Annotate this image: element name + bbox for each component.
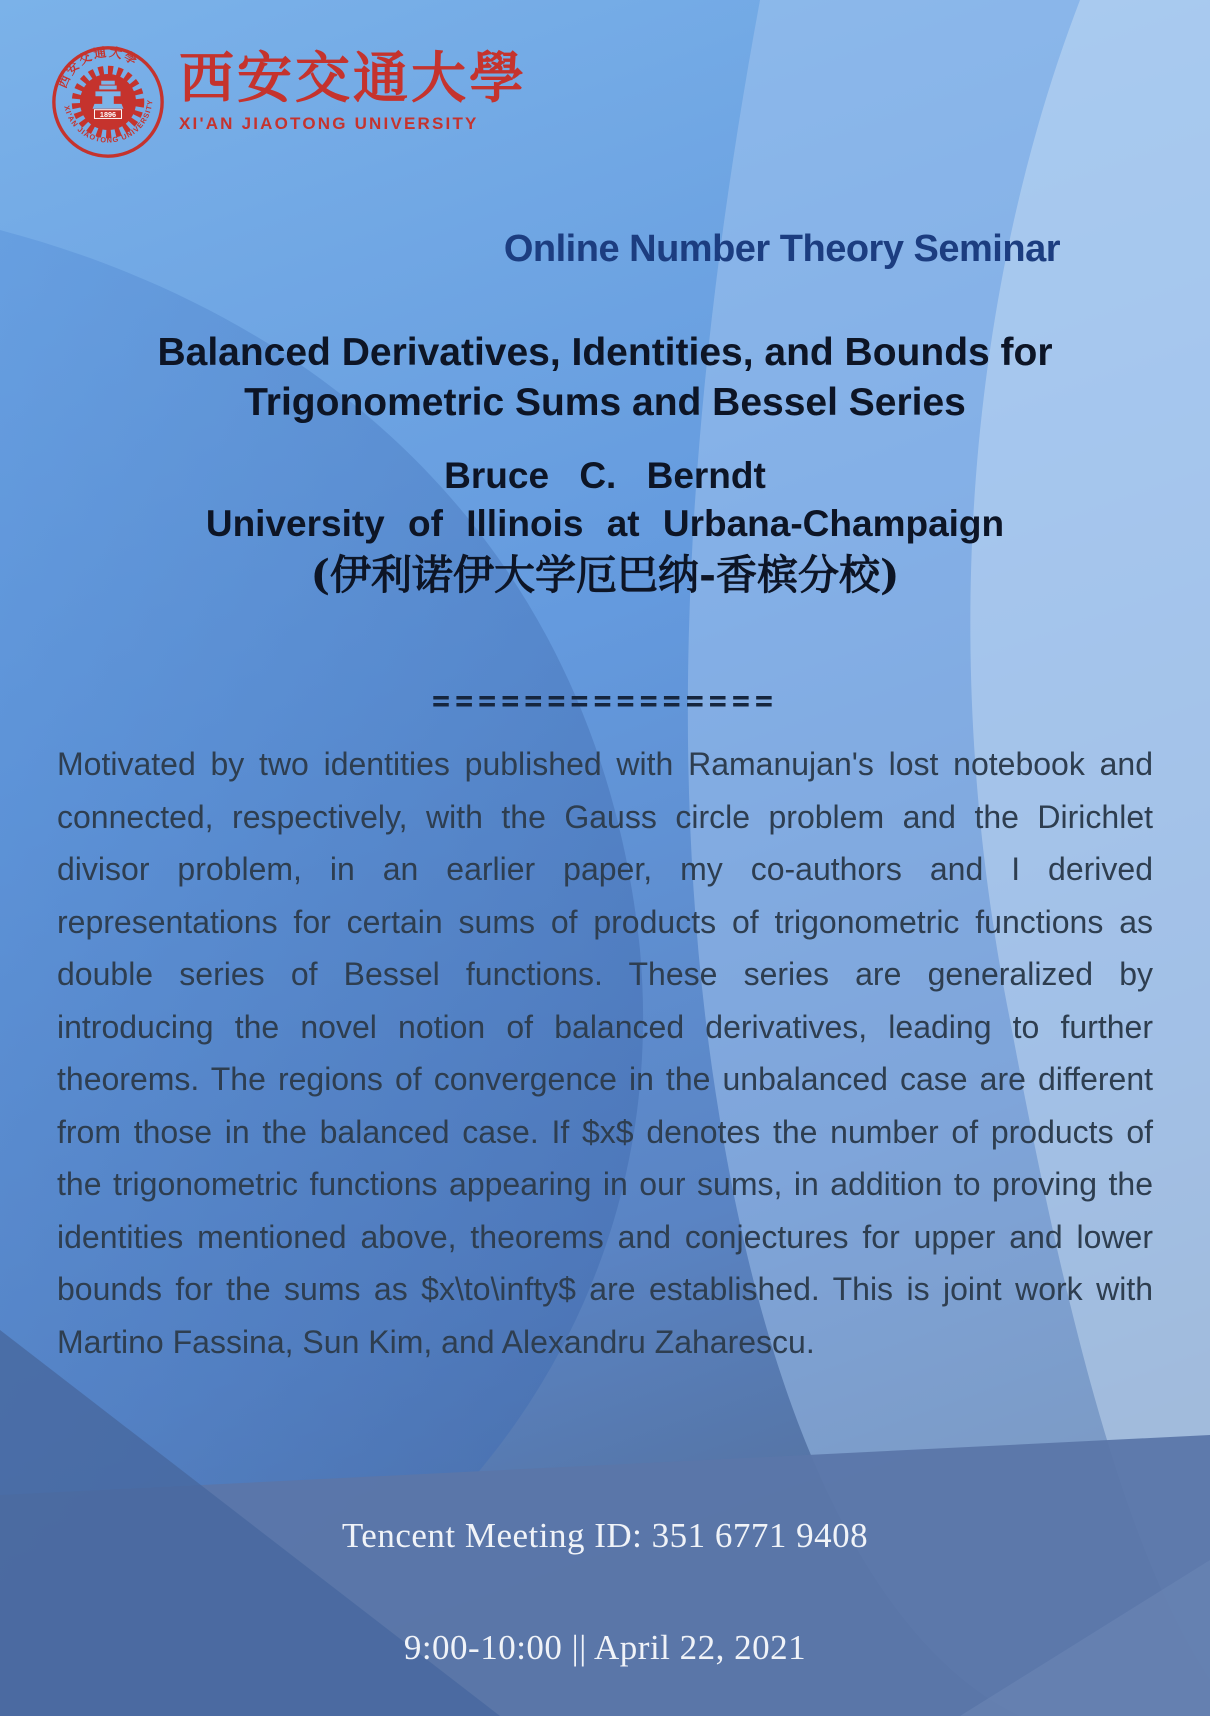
meeting-id: Tencent Meeting ID: 351 6771 9408 xyxy=(341,1516,869,1555)
schedule-datetime: 9:00-10:00 || April 22, 2021 xyxy=(403,1628,807,1667)
seal-year: 1896 xyxy=(99,109,117,119)
separator-line: =============== xyxy=(432,684,778,719)
speaker-affiliation-cn: (伊利诺伊大学厄巴纳-香槟分校) xyxy=(310,551,900,599)
speaker-affiliation-en: University of Illinois at Urbana-Champaign xyxy=(205,503,1005,544)
university-name-chinese: 西安交通大學 xyxy=(179,45,528,110)
university-logo xyxy=(50,44,527,160)
speaker-name: Bruce C. Berndt xyxy=(444,455,766,496)
talk-title-line1: Balanced Derivatives, Identities, and Bounds for xyxy=(157,331,1053,374)
talk-title xyxy=(0,328,1210,428)
logo-wordmark xyxy=(179,44,527,134)
university-name-english: XI'AN JIAOTONG UNIVERSITY xyxy=(179,113,479,133)
abstract-text: Motivated by two identities published with Ramanujan's lost notebook and connected, respectively, with the Gauss circle problem and the Dirichlet divisor problem, in an earlier paper, my co-authors and I derived representations for certain sums of products of trigonometric functions as double series of Bessel functions. These series are generalized by introducing the novel notion of balanced derivatives, leading to further theorems. The regions of convergence in the unbalanced case are different from those in the balanced case. If $x$ denotes the number of products of the trigonometric functions appearing in our sums, in addition to proving the identities mentioned above, theorems and conjectures for upper and lower bounds for the sums as $x\to\infty$ are established. This is joint work with Martino Fassina, Sun Kim, and Alexandru Zaharescu. xyxy=(57,746,1153,1360)
seal-top-chinese: 西安交通大學 xyxy=(54,44,142,91)
talk-title-line2: Trigonometric Sums and Bessel Series xyxy=(244,381,966,424)
seal-ring-text: XI'AN JIAOTONG UNIVERSITY xyxy=(62,98,155,145)
university-seal-icon xyxy=(50,44,166,160)
seminar-series-title: Online Number Theory Seminar xyxy=(503,228,1060,270)
speaker-block xyxy=(0,452,1210,602)
